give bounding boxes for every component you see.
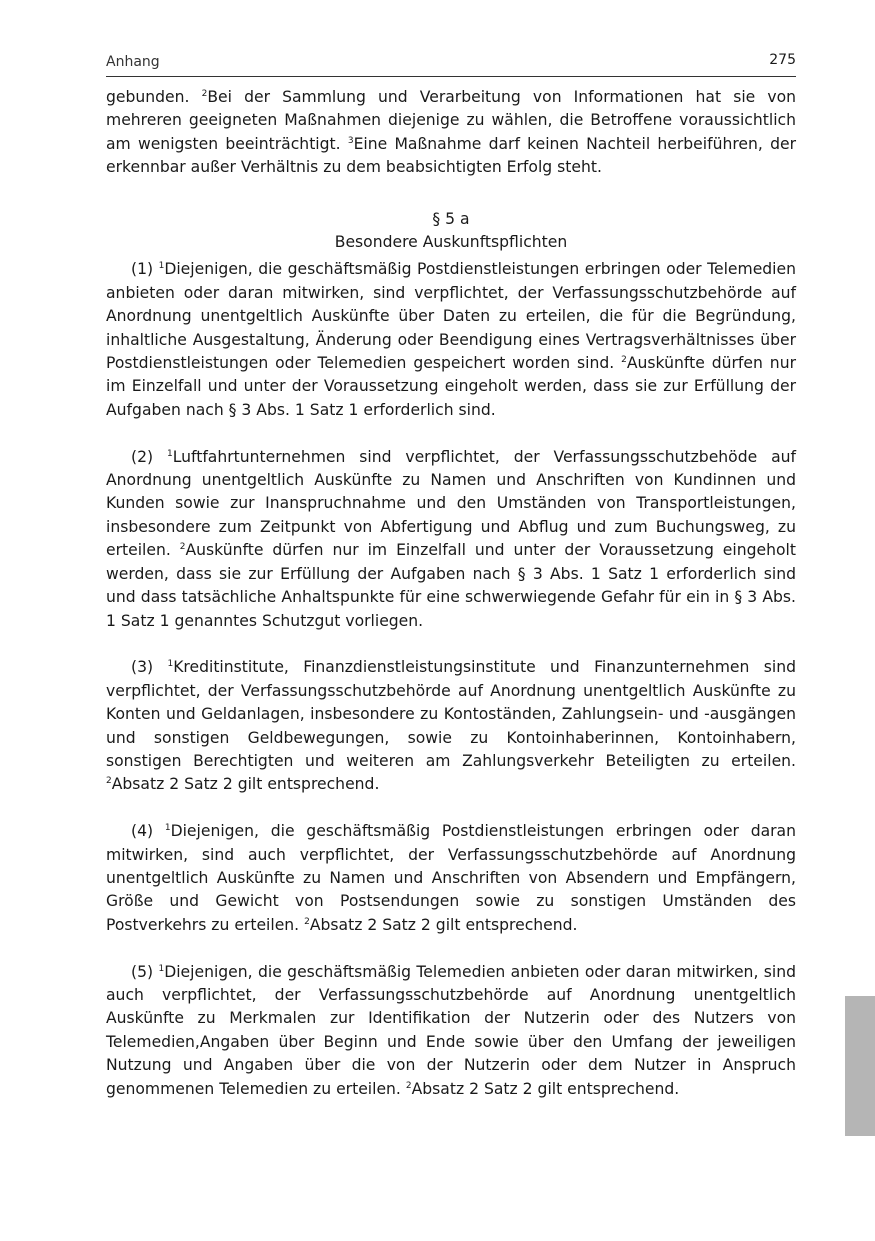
page-body [106,86,796,1101]
paragraph-text: Diejenigen, die geschäftsmäßig Postdienstleistungen erbringen oder Telemedien anbieten oder daran mitwirken, sind verpflichtet, der Verfassungsschutzbehörde auf Anordnung unentgeltlich Auskünfte über Daten zu erteilen, die für die Begründung, inhaltliche Ausgestaltung, Änderung oder Beendigung eines Vertragsverhältnisses über Postdienstleistungen oder Telemedien gespeichert worden sind. [106,260,796,373]
paragraph-text: Auskünfte dürfen nur im Einzelfall und unter der Voraussetzung eingeholt werden, dass sie zur Erfüllung der Aufgaben nach § 3 Abs. 1 Satz 1 erforderlich sind. [106,354,796,419]
sentence-marker: 1 [158,261,165,272]
running-header [106,52,796,77]
paragraph-text: Absatz 2 Satz 2 gilt entsprechend. [111,775,380,794]
sentence-marker: 2 [621,355,627,366]
paragraph-1 [106,258,796,422]
intro-text-3: Eine Maßnahme darf keinen Nachteil herbeiführen, der erkennbar außer Verhältnis zu dem beabsichtigten Erfolg steht. [106,134,796,177]
section-number: § 5 a [432,209,470,228]
intro-paragraph [106,86,796,180]
sentence-marker: 2 [179,542,186,553]
sentence-marker: 2 [106,776,112,787]
paragraph-4 [106,820,796,937]
paragraph-text: Luftfahrtunternehmen sind verpflichtet, der Verfassungsschutzbehöde auf Anordnung unentgeltlich Auskünfte zu Namen und Anschriften von Kundinnen und Kunden sowie zur Inanspruchnahme und den Umständen von Transportleistungen, insbesondere zum Zeitpunkt von Abfertigung und Abflug und zum Buchungsweg, zu erteilen. [106,447,797,560]
intro-text-2: Bei der Sammlung und Verarbeitung von Informationen hat sie von mehreren geeigneten Maßnahmen diejenige zu wählen, die Betroffene voraussichtlich am wenigsten beeinträchtigt. [106,88,796,153]
paragraph-text: Absatz 2 Satz 2 gilt entsprechend. [309,915,578,934]
sentence-marker: 2 [405,1080,412,1091]
paragraph-3 [106,656,796,796]
paragraph-text: Kreditinstitute, Finanzdienstleistungsinstitute und Finanzunternehmen sind verpflichtet, der Verfassungsschutzbehörde auf Anordnung unentgeltlich Auskünfte zu Konten und Geldanlagen, insbesondere zu Kontoständen, Zahlungsein- und -ausgängen und sonstigen Geldbewegungen, sowie zu Kontoinhaberinnen, Kontoinhabern, sonstigen Berechtigten und weiteren am Zahlungsverkehr Beteiligten zu erteilen. [106,658,797,770]
paragraph-text: Diejenigen, die geschäftsmäßig Postdienstleistungen erbringen oder daran mitwirken, sind auch verpflichtet, der Verfassungsschutzbehörde auf Anordnung unentgeltlich Auskünfte zu Namen und Anschriften von Absendern und Empfängern, Größe und Gewicht von Postsendungen sowie zu sonstigen Umständen des Postverkehrs zu erteilen. [106,822,796,934]
sentence-marker: 1 [158,963,165,974]
paragraph-number: (2) [131,447,167,466]
thumb-index-tab [845,996,875,1136]
section-title: Besondere Auskunftspflichten [334,233,568,252]
sentence-marker: 1 [166,448,173,459]
section-heading [106,208,796,255]
sentence-marker: 1 [164,823,171,834]
sentence-marker: 1 [167,659,174,670]
paragraph-text: Absatz 2 Satz 2 gilt entsprechend. [411,1079,680,1098]
paragraph-number: (5) [131,962,159,981]
sentence-marker: 2 [304,916,310,927]
paragraph-number: (1) [131,260,159,279]
sentence-marker: 2 [201,89,208,99]
page-number: 275 [769,52,796,68]
paragraph-2 [106,446,796,633]
paragraph-text: Diejenigen, die geschäftsmäßig Telemedien anbieten oder daran mitwirken, sind auch verpflichtet, der Verfassungsschutzbehörde auf Anordnung unentgeltlich Auskünfte zu Merkmalen zur Identifikation der Nutzerin oder des Nutzers von Telemedien,Angaben über Beginn und Ende sowie über den Umfang der jeweiligen Nutzung und Angaben über die von der Nutzerin oder dem Nutzer in Anspruch genommenen Telemedien zu erteilen. [106,962,797,1098]
paragraph-number: (4) [131,822,165,841]
intro-text-1: gebunden. [106,88,202,106]
paragraph-number: (3) [131,658,168,677]
paragraph-text: Auskünfte dürfen nur im Einzelfall und unter der Voraussetzung eingeholt werden, dass sie zur Erfüllung der Aufgaben nach § 3 Abs. 1 Satz 1 erforderlich sind und dass tatsächliche Anhaltspunkte für eine schwerwiegende Gefahr für ein in § 3 Abs. 1 Satz 1 genanntes Schutzgut vorliegen. [106,541,796,630]
paragraph-5 [106,961,796,1101]
header-section-label: Anhang [106,54,160,70]
sentence-marker: 3 [347,135,354,146]
